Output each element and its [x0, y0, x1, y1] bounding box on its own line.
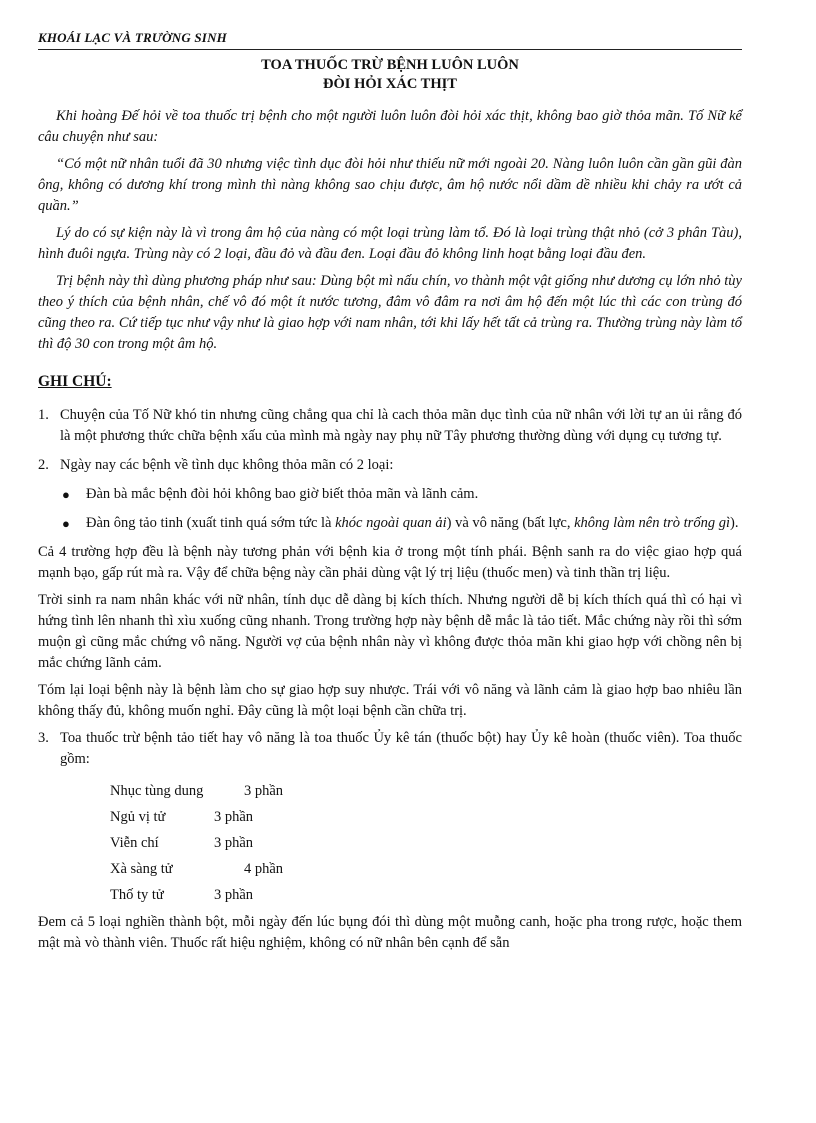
note-number: 2. [38, 457, 49, 473]
bullet-item-1 [62, 484, 742, 505]
bullet-text-part: Đàn ông tảo tinh (xuất tinh quá sớm tức là [86, 515, 336, 531]
note-item-3 [38, 728, 742, 770]
bullet-text-italic: không làm nên trò trống gì [574, 515, 730, 531]
ingredient-quantity: 3 phần [214, 835, 254, 851]
bullet-text [86, 513, 742, 534]
bullet-icon: ● [62, 516, 70, 531]
ingredient-row [110, 778, 742, 804]
ingredient-row [110, 856, 742, 882]
intro-paragraph-1: Khi hoàng Đế hỏi về toa thuốc trị bệnh cho một người luôn luôn đòi hỏi xác thịt, không bao giờ thỏa mãn. Tố Nữ kể câu chuyện như sau: [38, 108, 742, 145]
bullet-text: Đàn bà mắc bệnh đòi hỏi không bao giờ biết thỏa mãn và lãnh cảm. [86, 486, 479, 502]
note-item-1 [38, 405, 742, 447]
ingredient-list [110, 778, 742, 908]
ingredient-quantity: 4 phần [244, 861, 284, 877]
note-text: Chuyện của Tố Nữ khó tin nhưng cũng chẳng qua chỉ là cach thỏa mãn dục tình của nữ nhân với lời tự an ủi rằng đó là một phương thức chữa bệnh xấu của mình mà ngày nay phụ nữ Tây phương thường dùng với dụng cụ tương tự. [60, 407, 742, 444]
note-item-2 [38, 455, 742, 476]
note-text: Toa thuốc trừ bệnh tảo tiết hay vô năng là toa thuốc Ủy kê tán (thuốc bột) hay Ủy kê hoàn (thuốc viên). Toa thuốc gồm: [60, 730, 742, 767]
ingredient-name: Thố ty tử [110, 887, 164, 903]
note-number: 3. [38, 730, 49, 746]
notes-heading: GHI CHÚ: [38, 373, 112, 390]
title-line-2: ĐÒI HỎI XÁC THỊT [323, 76, 457, 92]
running-header: KHOÁI LẠC VÀ TRƯỜNG SINH [38, 30, 742, 50]
ingredient-name: Viễn chí [110, 835, 159, 851]
intro-section [38, 106, 742, 355]
note-text: Ngày nay các bệnh về tình dục không thỏa mãn có 2 loại: [60, 457, 394, 473]
ingredient-row [110, 804, 742, 830]
document-title [38, 56, 742, 94]
bullet-icon: ● [62, 487, 70, 502]
ingredient-row [110, 882, 742, 908]
ingredient-quantity: 3 phần [214, 887, 254, 903]
intro-paragraph-4: Trị bệnh này thì dùng phương pháp như sau: Dùng bột mì nấu chín, vo thành một vật giống như dương cụ lớn nhỏ tùy theo ý thích của bệnh nhân, chế vô đó một ít nước tương, đâm vô đâm ra nơi âm hộ đến một lúc thì các con trùng đó cũng theo ra. Cứ tiếp tục như vậy như là giao hợp với nam nhân, tới khi lấy hết tất cả trùng ra. Thường trùng này làm tổ thì độ 30 con trong một âm hộ. [38, 273, 742, 352]
bullet-item-2 [62, 513, 742, 534]
bullet-text-part: ) và vô năng (bất lực, [446, 515, 575, 531]
document-page [38, 30, 742, 960]
ingredient-quantity: 3 phần [214, 809, 254, 825]
intro-paragraph-3: Lý do có sự kiện này là vì trong âm hộ của nàng có một loại trùng làm tổ. Đó là loại trùng thật nhỏ (cở 3 phân Tàu), hình đuôi ngựa. Trùng này có 2 loại, đầu đỏ và đầu đen. Loại đầu đỏ không linh hoạt bằng loại đầu đen. [38, 225, 742, 262]
body-paragraph-2: Trời sinh ra nam nhân khác với nữ nhân, tính dục dễ dàng bị kích thích. Nhưng người dễ bị kích thích quá thì có hại vì hứng tình lên nhanh thì xìu xuống cũng nhanh. Trong trường hợp này bệnh dễ mắc là tảo tiết. Mắc chứng này rồi thì sớm muộn gì cũng mắc chứng vô năng. Người vợ của bệnh nhân này vì không được thỏa mãn khi giao hợp với chồng nên bị mắc chứng lãnh cảm. [38, 592, 742, 671]
bullet-text-part: ). [729, 515, 739, 531]
title-line-1: TOA THUỐC TRỪ BỆNH LUÔN LUÔN [261, 57, 519, 73]
body-paragraph-1: Cả 4 trường hợp đều là bệnh này tương phản với bệnh kia ở trong một tính phái. Bệnh sanh ra do việc giao hợp quá mạnh bạo, gấp rút mà ra. Vậy để chữa bệng này cần phải dùng vật lý trị liệu (thuốc men) và tinh thần trị liệu. [38, 544, 742, 581]
body-paragraph-4: Đem cả 5 loại nghiền thành bột, mỗi ngày đến lúc bụng đói thì dùng một muỗng canh, hoặc pha trong rược, hoặc them mật mà vò thành viên. Thuốc rất hiệu nghiệm, không có nữ nhân bên cạnh để sẵn [38, 914, 742, 951]
ingredient-name: Ngủ vị tử [110, 809, 166, 825]
ingredient-name: Xà sàng tử [110, 861, 173, 877]
note-number: 1. [38, 407, 49, 423]
ingredient-row [110, 830, 742, 856]
body-paragraph-3: Tóm lại loại bệnh này là bệnh làm cho sự giao hợp suy nhược. Trái với vô năng và lãnh cảm là giao hợp bao nhiêu lần không thấy đủ, không muốn nghỉ. Đây cũng là một loại bệnh cần chữa trị. [38, 682, 742, 719]
ingredient-name: Nhục tùng dung [110, 783, 204, 799]
ingredient-quantity: 3 phần [244, 783, 284, 799]
intro-paragraph-2: “Có một nữ nhân tuổi đã 30 nhưng việc tình dục đòi hỏi như thiếu nữ mới ngoài 20. Nàng luôn luôn cần gần gũi đàn ông, không có dương khí trong mình thì nàng không sao chịu được, âm hộ nước nổi dầm dề nhiều khi chảy ra ướt cả quần.” [38, 156, 742, 214]
bullet-text-italic: khóc ngoài quan ải [335, 515, 447, 531]
